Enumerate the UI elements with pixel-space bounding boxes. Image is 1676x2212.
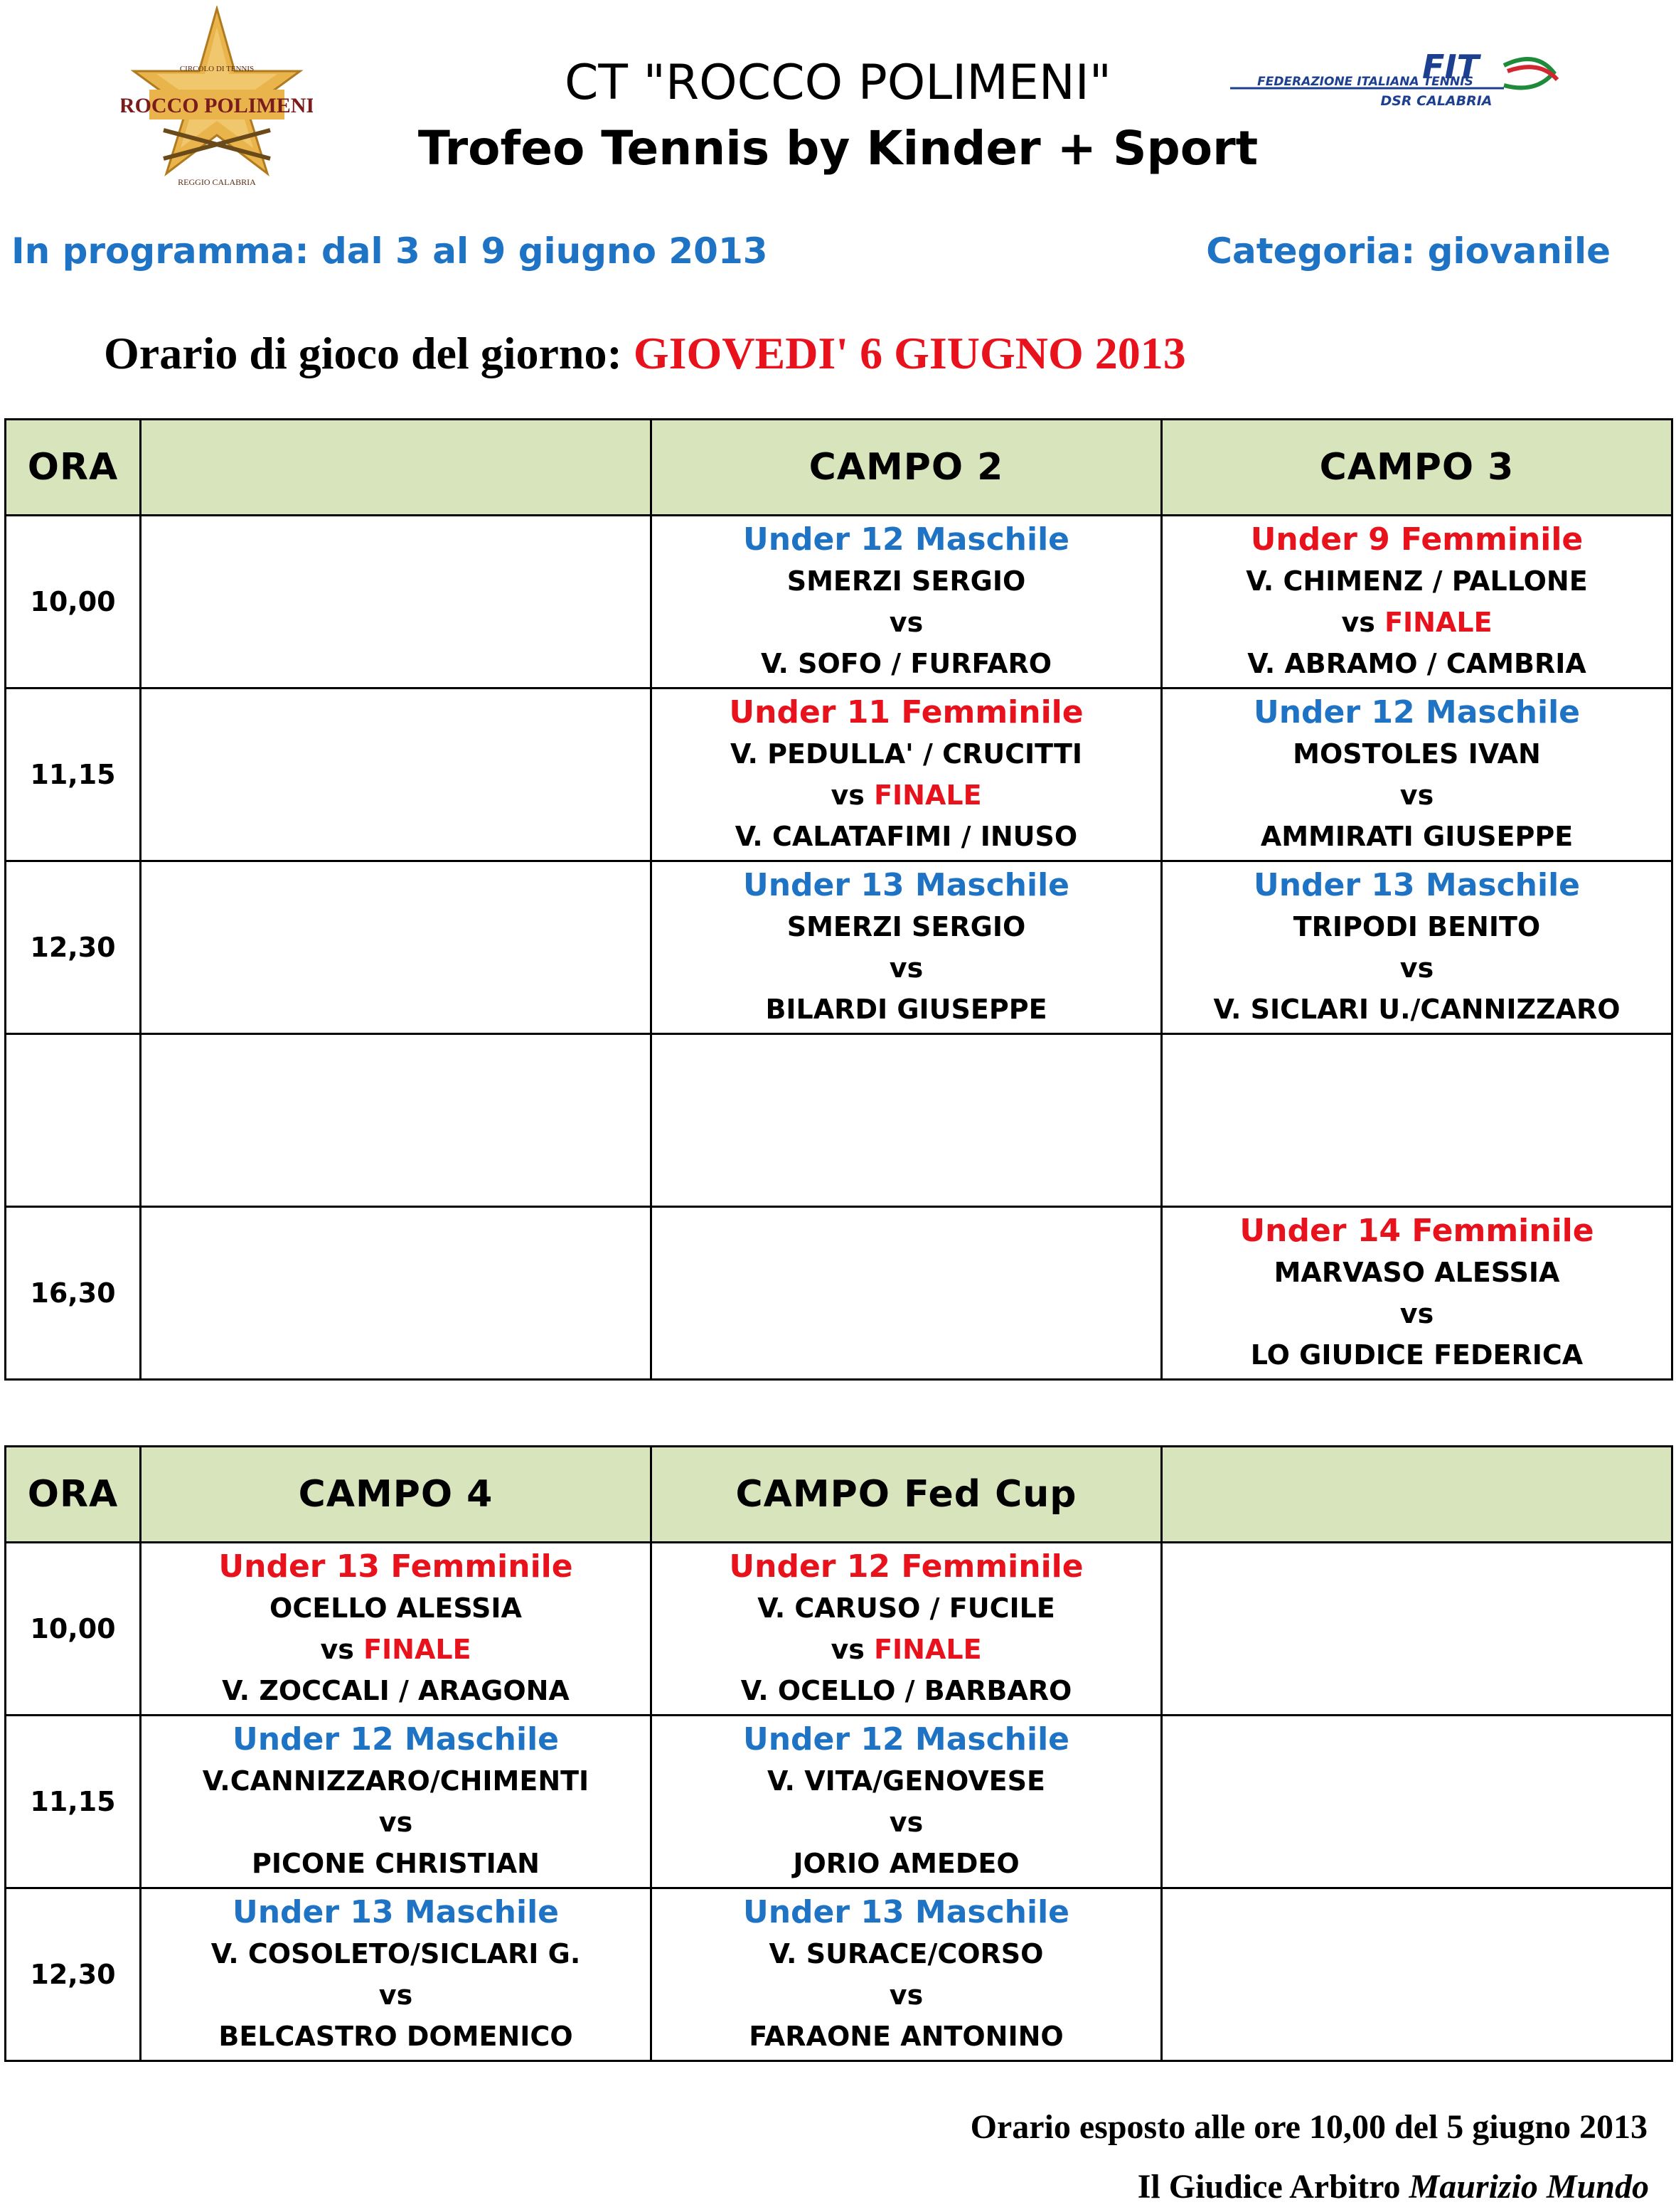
- table-header-row: [6, 1447, 1672, 1543]
- versus-label: vs: [378, 1979, 413, 2011]
- time-cell: 11,15: [6, 688, 141, 861]
- finale-badge: FINALE: [363, 1634, 471, 1665]
- match-cell: [141, 688, 651, 861]
- match-cell: [141, 1716, 651, 1888]
- match-cell: [651, 1888, 1162, 2061]
- player-1: V.CANNIZZARO/CHIMENTI: [202, 1765, 589, 1797]
- player-1: V. SURACE/CORSO: [769, 1938, 1044, 1969]
- versus-line: [652, 1974, 1160, 2016]
- fit-logo-federation: FEDERAZIONE ITALIANA TENNIS: [1257, 75, 1473, 89]
- versus-label: vs: [889, 1979, 924, 2011]
- match-cell: [141, 1207, 651, 1380]
- versus-label: vs: [889, 607, 924, 638]
- player-1: V. PEDULLA' / CRUCITTI: [730, 738, 1083, 770]
- match-cell: [141, 861, 651, 1034]
- player-2: JORIO AMEDEO: [793, 1848, 1020, 1879]
- fit-logo-mark: FIT: [1422, 48, 1479, 86]
- header-campo-2: CAMPO 2: [651, 420, 1162, 516]
- match-category: Under 12 Maschile: [232, 1721, 560, 1758]
- player-2: BILARDI GIUSEPPE: [765, 994, 1047, 1025]
- table-row: [6, 1543, 1672, 1716]
- table-header-row: [6, 420, 1672, 516]
- table-row: [6, 1888, 1672, 2061]
- versus-label: vs: [831, 780, 865, 811]
- page-subtitle: Trofeo Tennis by Kinder + Sport: [417, 121, 1259, 176]
- versus-line: [652, 947, 1160, 989]
- match-cell: [651, 1716, 1162, 1888]
- table-row: [6, 1034, 1672, 1207]
- player-2: V. ABRAMO / CAMBRIA: [1247, 648, 1586, 679]
- player-2: V. SICLARI U./CANNIZZARO: [1213, 994, 1621, 1025]
- time-cell: 10,00: [6, 1543, 141, 1716]
- player-2: V. SOFO / FURFARO: [760, 648, 1052, 679]
- program-dates: In programma: dal 3 al 9 giugno 2013: [11, 230, 768, 272]
- match-cell: [1162, 1716, 1672, 1888]
- match-cell: [141, 1034, 651, 1207]
- daily-date: GIOVEDI' 6 GIUGNO 2013: [633, 328, 1186, 378]
- versus-label: vs: [831, 1634, 865, 1665]
- versus-line: [652, 602, 1160, 643]
- match-category: Under 13 Maschile: [1253, 867, 1581, 903]
- header-ora: ORA: [6, 1447, 141, 1543]
- match-category: Under 12 Maschile: [742, 1721, 1070, 1758]
- versus-label: vs: [889, 1807, 924, 1838]
- player-1: OCELLO ALESSIA: [269, 1592, 522, 1624]
- versus-line: [652, 775, 1160, 816]
- match-cell: [651, 1034, 1162, 1207]
- header-campo-4: CAMPO 4: [141, 1447, 651, 1543]
- page-title: CT "ROCCO POLIMENI": [564, 55, 1112, 111]
- versus-label: vs: [889, 952, 924, 984]
- versus-line: [1163, 1293, 1671, 1334]
- match-cell: [141, 1543, 651, 1716]
- finale-badge: FINALE: [1384, 607, 1493, 638]
- player-2: V. OCELLO / BARBARO: [740, 1675, 1072, 1706]
- match-cell: [141, 1888, 651, 2061]
- match-cell: [651, 688, 1162, 861]
- player-2: LO GIUDICE FEDERICA: [1250, 1339, 1584, 1371]
- match-cell: [1162, 1888, 1672, 2061]
- player-1: TRIPODI BENITO: [1293, 911, 1541, 942]
- match-cell: [651, 516, 1162, 688]
- match-category: Under 13 Maschile: [232, 1894, 560, 1930]
- versus-line: [652, 1629, 1160, 1670]
- match-cell: [1162, 1543, 1672, 1716]
- match-category: Under 13 Maschile: [742, 867, 1070, 903]
- match-category: Under 11 Femminile: [729, 694, 1084, 730]
- player-1: MOSTOLES IVAN: [1293, 738, 1541, 770]
- player-2: AMMIRATI GIUSEPPE: [1260, 821, 1574, 852]
- fit-logo-region: DSR CALABRIA: [1380, 93, 1493, 109]
- header-campo-fed-cup: CAMPO Fed Cup: [651, 1447, 1162, 1543]
- versus-label: vs: [1341, 607, 1375, 638]
- versus-line: [142, 1802, 650, 1843]
- time-cell: 12,30: [6, 1888, 141, 2061]
- referee-name: Maurizio Mundo: [1409, 2168, 1649, 2206]
- time-cell: 16,30: [6, 1207, 141, 1380]
- table-row: [6, 1207, 1672, 1380]
- match-category: Under 12 Maschile: [1253, 694, 1581, 730]
- match-cell: [651, 1543, 1162, 1716]
- referee-line: [1138, 2162, 1649, 2212]
- player-2: V. ZOCCALI / ARAGONA: [222, 1675, 570, 1706]
- table-row: [6, 1716, 1672, 1888]
- versus-line: [652, 1802, 1160, 1843]
- player-2: FARAONE ANTONINO: [749, 2021, 1064, 2052]
- match-category: Under 13 Femminile: [218, 1548, 573, 1585]
- match-cell: [1162, 861, 1672, 1034]
- logo-left-line1: CIRCOLO DI TENNIS: [179, 65, 255, 73]
- match-cell: [651, 1207, 1162, 1380]
- category-label: Categoria: giovanile: [1206, 230, 1611, 272]
- player-1: SMERZI SERGIO: [786, 565, 1026, 597]
- match-cell: [1162, 688, 1672, 861]
- player-2: BELCASTRO DOMENICO: [218, 2021, 573, 2052]
- player-1: V. CHIMENZ / PALLONE: [1246, 565, 1588, 597]
- time-cell: 12,30: [6, 861, 141, 1034]
- time-cell: [6, 1034, 141, 1207]
- match-cell: [651, 861, 1162, 1034]
- match-category: Under 14 Femminile: [1239, 1213, 1594, 1249]
- player-2: V. CALATAFIMI / INUSO: [735, 821, 1078, 852]
- player-1: SMERZI SERGIO: [786, 911, 1026, 942]
- finale-badge: FINALE: [874, 780, 982, 811]
- table-row: [6, 688, 1672, 861]
- versus-line: [142, 1974, 650, 2016]
- time-cell: 11,15: [6, 1716, 141, 1888]
- versus-line: [1163, 947, 1671, 989]
- logo-left-line3: REGGIO CALABRIA: [178, 177, 256, 187]
- referee-label: Il Giudice Arbitro: [1137, 2168, 1401, 2206]
- match-cell: [1162, 516, 1672, 688]
- header-blank: [141, 420, 651, 516]
- versus-line: [142, 1629, 650, 1670]
- versus-label: vs: [1399, 1298, 1434, 1329]
- schedule-table-2: [4, 1445, 1673, 2062]
- table-row: [6, 516, 1672, 688]
- match-category: Under 12 Maschile: [742, 521, 1070, 558]
- daily-schedule-heading: [104, 321, 1186, 385]
- player-1: MARVASO ALESSIA: [1274, 1257, 1560, 1288]
- match-category: Under 9 Femminile: [1250, 521, 1584, 558]
- schedule-table-1: [4, 418, 1673, 1381]
- versus-label: vs: [1399, 952, 1434, 984]
- time-cell: 10,00: [6, 516, 141, 688]
- versus-label: vs: [378, 1807, 413, 1838]
- versus-line: [1163, 775, 1671, 816]
- versus-line: [1163, 602, 1671, 643]
- daily-label: Orario di gioco del giorno:: [104, 328, 622, 378]
- finale-badge: FINALE: [874, 1634, 982, 1665]
- match-cell: [141, 516, 651, 688]
- match-category: Under 12 Femminile: [729, 1548, 1084, 1585]
- player-2: PICONE CHRISTIAN: [252, 1848, 540, 1879]
- match-cell: [1162, 1034, 1672, 1207]
- player-1: V. VITA/GENOVESE: [767, 1765, 1045, 1797]
- posted-notice: Orario esposto alle ore 10,00 del 5 giugno 2013: [970, 2108, 1648, 2146]
- player-1: V. CARUSO / FUCILE: [757, 1592, 1055, 1624]
- match-category: Under 13 Maschile: [742, 1894, 1070, 1930]
- header-blank: [1162, 1447, 1672, 1543]
- versus-label: vs: [320, 1634, 354, 1665]
- header-ora: ORA: [6, 420, 141, 516]
- match-cell: [1162, 1207, 1672, 1380]
- player-1: V. COSOLETO/SICLARI G.: [210, 1938, 581, 1969]
- logo-left-line2: ROCCO POLIMENI: [121, 94, 313, 117]
- table-row: [6, 861, 1672, 1034]
- versus-label: vs: [1399, 780, 1434, 811]
- header-campo-3: CAMPO 3: [1162, 420, 1672, 516]
